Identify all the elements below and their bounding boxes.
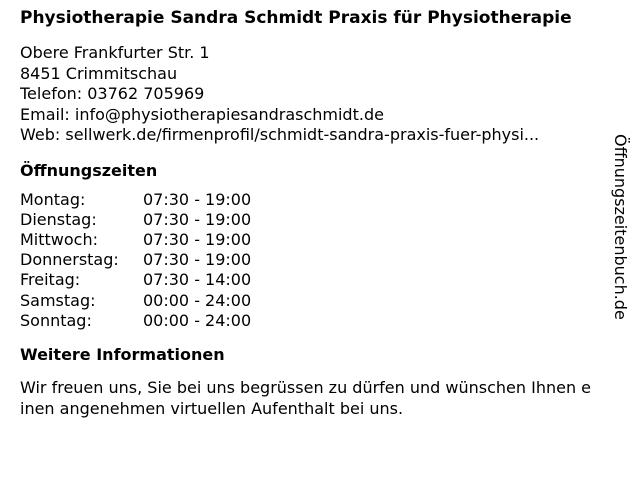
web-link[interactable]: sellwerk.de/firmenprofil/schmidt-sandra-praxis-fuer-physi... <box>65 125 540 144</box>
web-label: Web: <box>20 125 61 144</box>
day-label: Mittwoch: <box>20 229 98 249</box>
info-heading: Weitere Informationen <box>20 344 225 364</box>
time-range: 07:30 - 19:00 <box>143 209 252 229</box>
day-label: Sonntag: <box>20 310 92 330</box>
hours-row-saturday <box>20 291 592 311</box>
business-title: Physiotherapie Sandra Schmidt Praxis für Physiotherapie <box>20 8 572 28</box>
phone-link[interactable]: 03762 705969 <box>87 84 205 103</box>
web-line <box>20 125 592 146</box>
day-label: Samstag: <box>20 290 96 310</box>
day-label: Dienstag: <box>20 209 97 229</box>
email-line <box>20 105 592 126</box>
email-label: Email: <box>20 104 70 124</box>
day-label: Montag: <box>20 189 86 209</box>
time-range: 07:30 - 19:00 <box>143 229 252 249</box>
contact-block <box>20 43 592 146</box>
time-range: 07:30 - 19:00 <box>143 250 252 270</box>
hours-row-friday <box>20 270 592 290</box>
time-range: 07:30 - 14:00 <box>143 270 252 290</box>
time-range: 00:00 - 24:00 <box>143 310 252 330</box>
hours-row-wednesday <box>20 230 592 250</box>
street-address: Obere Frankfurter Str. 1 <box>20 43 210 62</box>
info-text: Wir freuen uns, Sie bei uns begrüssen zu dürfen und wünschen Ihnen einen angenehmen virtuellen Aufenthalt bei uns. <box>20 377 592 418</box>
time-range: 07:30 - 19:00 <box>143 189 252 209</box>
day-label: Donnerstag: <box>20 250 119 270</box>
hours-row-tuesday <box>20 210 592 230</box>
hours-table <box>20 190 592 331</box>
phone-line <box>20 84 592 105</box>
source-watermark: Öffnungszeitenbuch.de <box>611 134 630 320</box>
business-card <box>20 8 592 419</box>
phone-label: Telefon: <box>20 84 83 103</box>
city-address: 8451 Crimmitschau <box>20 63 178 83</box>
day-label: Freitag: <box>20 270 81 290</box>
hours-row-sunday <box>20 311 592 331</box>
email-link[interactable]: info@physiotherapiesandraschmidt.de <box>74 104 384 124</box>
time-range: 00:00 - 24:00 <box>143 290 252 310</box>
hours-row-monday <box>20 190 592 210</box>
hours-heading: Öffnungszeiten <box>20 160 158 180</box>
hours-row-thursday <box>20 250 592 270</box>
